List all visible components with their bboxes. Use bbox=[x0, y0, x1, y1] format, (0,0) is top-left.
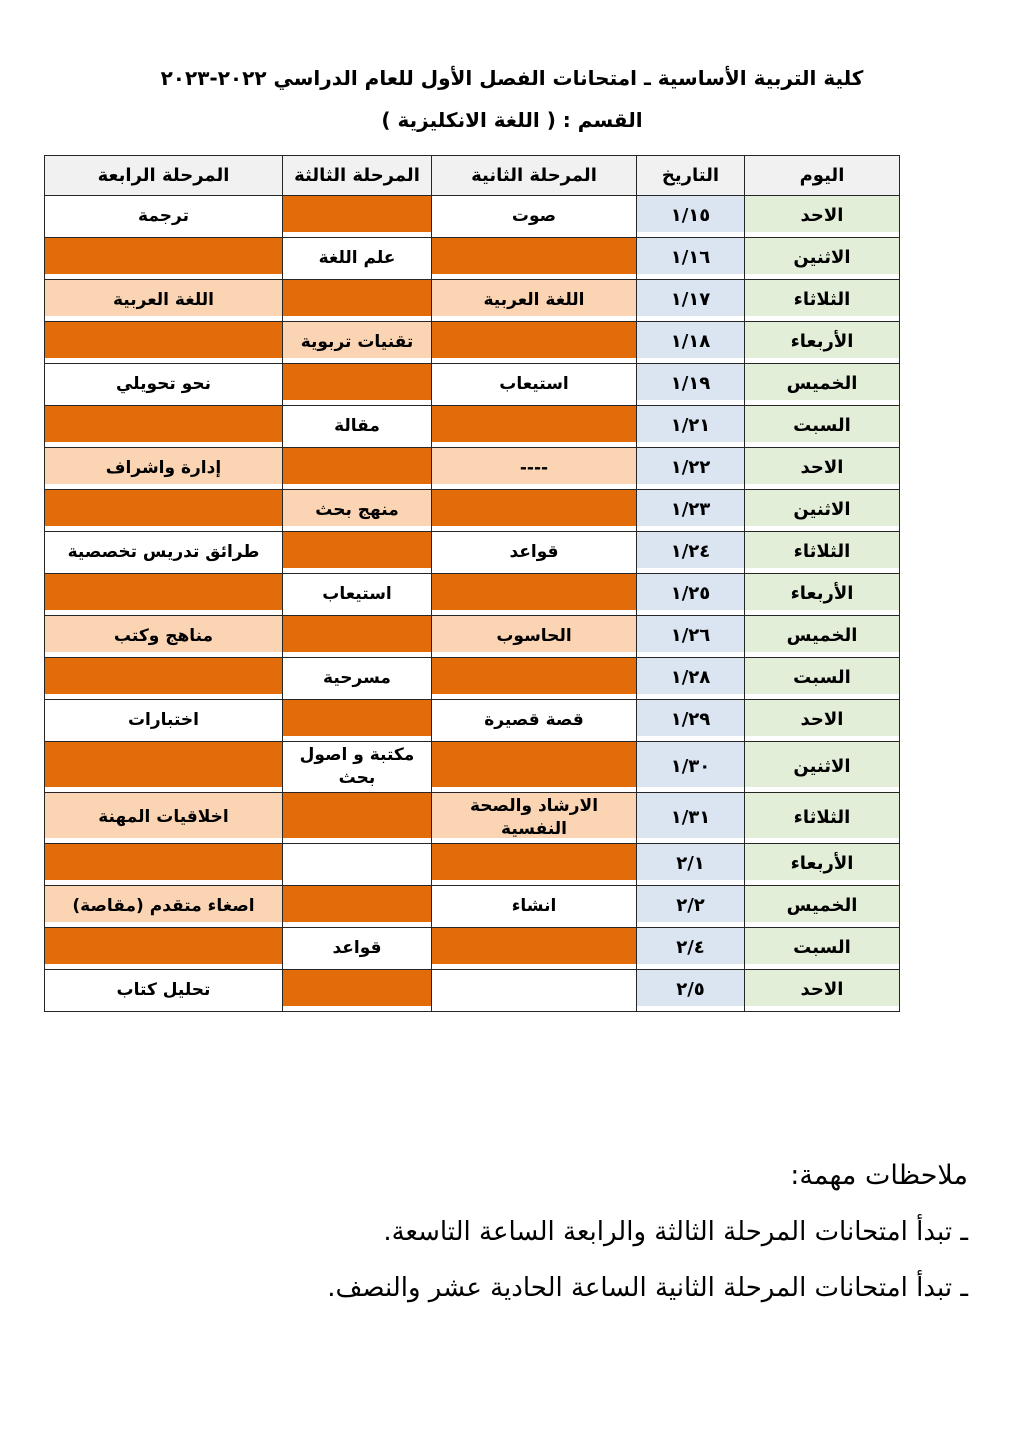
note-line-2: ـ تبدأ امتحانات المرحلة الثانية الساعة الحادية عشر والنصف. bbox=[327, 1273, 968, 1303]
stage4-cell bbox=[45, 742, 283, 793]
table-row bbox=[45, 406, 900, 448]
stage3-cell: مسرحية bbox=[283, 658, 432, 700]
day-cell: الثلاثاء bbox=[745, 532, 900, 574]
date-cell: ١/٢٦ bbox=[637, 616, 745, 658]
stage4-cell bbox=[45, 490, 283, 532]
stage3-cell: منهج بحث bbox=[283, 490, 432, 532]
date-cell: ٢/٥ bbox=[637, 969, 745, 1011]
col-header-stage4: المرحلة الرابعة bbox=[45, 156, 283, 196]
day-cell: الأربعاء bbox=[745, 322, 900, 364]
table-header-row bbox=[45, 156, 900, 196]
day-cell: الخميس bbox=[745, 885, 900, 927]
stage2-cell: قواعد bbox=[432, 532, 637, 574]
col-header-day: اليوم bbox=[745, 156, 900, 196]
stage4-cell: ترجمة bbox=[45, 196, 283, 238]
day-cell: الاحد bbox=[745, 969, 900, 1011]
stage2-cell bbox=[432, 322, 637, 364]
table-row bbox=[45, 700, 900, 742]
date-cell: ١/٢٤ bbox=[637, 532, 745, 574]
stage4-cell: مناهج وكتب bbox=[45, 616, 283, 658]
col-header-stage3: المرحلة الثالثة bbox=[283, 156, 432, 196]
stage4-cell: اختبارات bbox=[45, 700, 283, 742]
table-row bbox=[45, 574, 900, 616]
stage4-cell bbox=[45, 238, 283, 280]
stage3-cell: قواعد bbox=[283, 927, 432, 969]
stage4-cell: إدارة واشراف bbox=[45, 448, 283, 490]
document-title: كلية التربية الأساسية ـ امتحانات الفصل الأول للعام الدراسي ٢٠٢٢-٢٠٢٣ bbox=[160, 66, 864, 90]
stage4-cell: تحليل كتاب bbox=[45, 969, 283, 1011]
day-cell: الاثنين bbox=[745, 742, 900, 793]
date-cell: ١/١٨ bbox=[637, 322, 745, 364]
stage3-cell bbox=[283, 448, 432, 490]
exam-schedule-table bbox=[44, 155, 900, 1012]
date-cell: ١/٢١ bbox=[637, 406, 745, 448]
stage3-cell bbox=[283, 196, 432, 238]
table-row bbox=[45, 616, 900, 658]
exam-table-body bbox=[45, 196, 900, 1012]
day-cell: الاحد bbox=[745, 700, 900, 742]
stage2-cell bbox=[432, 574, 637, 616]
day-cell: الاحد bbox=[745, 448, 900, 490]
stage4-cell bbox=[45, 574, 283, 616]
col-header-stage2: المرحلة الثانية bbox=[432, 156, 637, 196]
stage4-cell bbox=[45, 406, 283, 448]
date-cell: ٢/٢ bbox=[637, 885, 745, 927]
table-row bbox=[45, 322, 900, 364]
table-row bbox=[45, 280, 900, 322]
stage3-cell: تقنيات تربوية bbox=[283, 322, 432, 364]
stage4-cell bbox=[45, 927, 283, 969]
date-cell: ١/٣٠ bbox=[637, 742, 745, 793]
day-cell: الأربعاء bbox=[745, 574, 900, 616]
stage2-cell bbox=[432, 658, 637, 700]
stage2-cell: الارشاد والصحة النفسية bbox=[432, 792, 637, 843]
date-cell: ٢/٤ bbox=[637, 927, 745, 969]
stage3-cell bbox=[283, 885, 432, 927]
table-row bbox=[45, 843, 900, 885]
stage2-cell: قصة قصيرة bbox=[432, 700, 637, 742]
day-cell: الثلاثاء bbox=[745, 792, 900, 843]
stage4-cell bbox=[45, 322, 283, 364]
table-row bbox=[45, 885, 900, 927]
stage4-cell bbox=[45, 843, 283, 885]
stage2-cell bbox=[432, 969, 637, 1011]
day-cell: السبت bbox=[745, 927, 900, 969]
stage3-cell bbox=[283, 280, 432, 322]
stage2-cell: اللغة العربية bbox=[432, 280, 637, 322]
date-cell: ٢/١ bbox=[637, 843, 745, 885]
stage2-cell bbox=[432, 490, 637, 532]
day-cell: الاثنين bbox=[745, 238, 900, 280]
notes-heading: ملاحظات مهمة: bbox=[790, 1160, 968, 1191]
stage4-cell bbox=[45, 658, 283, 700]
table-row bbox=[45, 238, 900, 280]
table-row bbox=[45, 490, 900, 532]
day-cell: الخميس bbox=[745, 616, 900, 658]
stage3-cell bbox=[283, 792, 432, 843]
stage3-cell bbox=[283, 616, 432, 658]
stage4-cell: نحو تحويلي bbox=[45, 364, 283, 406]
stage2-cell bbox=[432, 843, 637, 885]
stage2-cell: صوت bbox=[432, 196, 637, 238]
day-cell: السبت bbox=[745, 406, 900, 448]
table-row bbox=[45, 658, 900, 700]
day-cell: الأربعاء bbox=[745, 843, 900, 885]
date-cell: ١/١٩ bbox=[637, 364, 745, 406]
table-row bbox=[45, 927, 900, 969]
day-cell: السبت bbox=[745, 658, 900, 700]
table-row bbox=[45, 448, 900, 490]
notes-section bbox=[60, 1160, 968, 1303]
stage3-cell: مقالة bbox=[283, 406, 432, 448]
stage2-cell bbox=[432, 406, 637, 448]
table-row bbox=[45, 742, 900, 793]
stage3-cell bbox=[283, 843, 432, 885]
table-row bbox=[45, 196, 900, 238]
stage3-cell bbox=[283, 532, 432, 574]
stage4-cell: اصغاء متقدم (مقاصة) bbox=[45, 885, 283, 927]
table-row bbox=[45, 532, 900, 574]
date-cell: ١/٢٣ bbox=[637, 490, 745, 532]
table-row bbox=[45, 969, 900, 1011]
note-line-1: ـ تبدأ امتحانات المرحلة الثالثة والرابعة الساعة التاسعة. bbox=[383, 1217, 968, 1247]
stage2-cell: انشاء bbox=[432, 885, 637, 927]
stage2-cell: ---- bbox=[432, 448, 637, 490]
department-subtitle: القسم : ( اللغة الانكليزية ) bbox=[381, 108, 643, 132]
stage3-cell bbox=[283, 364, 432, 406]
date-cell: ١/١٥ bbox=[637, 196, 745, 238]
date-cell: ١/١٦ bbox=[637, 238, 745, 280]
table-row bbox=[45, 364, 900, 406]
day-cell: الخميس bbox=[745, 364, 900, 406]
stage2-cell bbox=[432, 742, 637, 793]
date-cell: ١/٣١ bbox=[637, 792, 745, 843]
stage4-cell: اللغة العربية bbox=[45, 280, 283, 322]
stage4-cell: طرائق تدريس تخصصية bbox=[45, 532, 283, 574]
col-header-date: التاريخ bbox=[637, 156, 745, 196]
stage3-cell bbox=[283, 969, 432, 1011]
day-cell: الثلاثاء bbox=[745, 280, 900, 322]
day-cell: الاثنين bbox=[745, 490, 900, 532]
stage2-cell: استيعاب bbox=[432, 364, 637, 406]
stage2-cell: الحاسوب bbox=[432, 616, 637, 658]
table-row bbox=[45, 792, 900, 843]
stage3-cell bbox=[283, 700, 432, 742]
day-cell: الاحد bbox=[745, 196, 900, 238]
stage2-cell bbox=[432, 927, 637, 969]
stage3-cell: علم اللغة bbox=[283, 238, 432, 280]
date-cell: ١/٢٥ bbox=[637, 574, 745, 616]
stage2-cell bbox=[432, 238, 637, 280]
date-cell: ١/١٧ bbox=[637, 280, 745, 322]
stage3-cell: مكتبة و اصول بحث bbox=[283, 742, 432, 793]
stage4-cell: اخلاقيات المهنة bbox=[45, 792, 283, 843]
date-cell: ١/٢٨ bbox=[637, 658, 745, 700]
stage3-cell: استيعاب bbox=[283, 574, 432, 616]
date-cell: ١/٢٢ bbox=[637, 448, 745, 490]
date-cell: ١/٢٩ bbox=[637, 700, 745, 742]
